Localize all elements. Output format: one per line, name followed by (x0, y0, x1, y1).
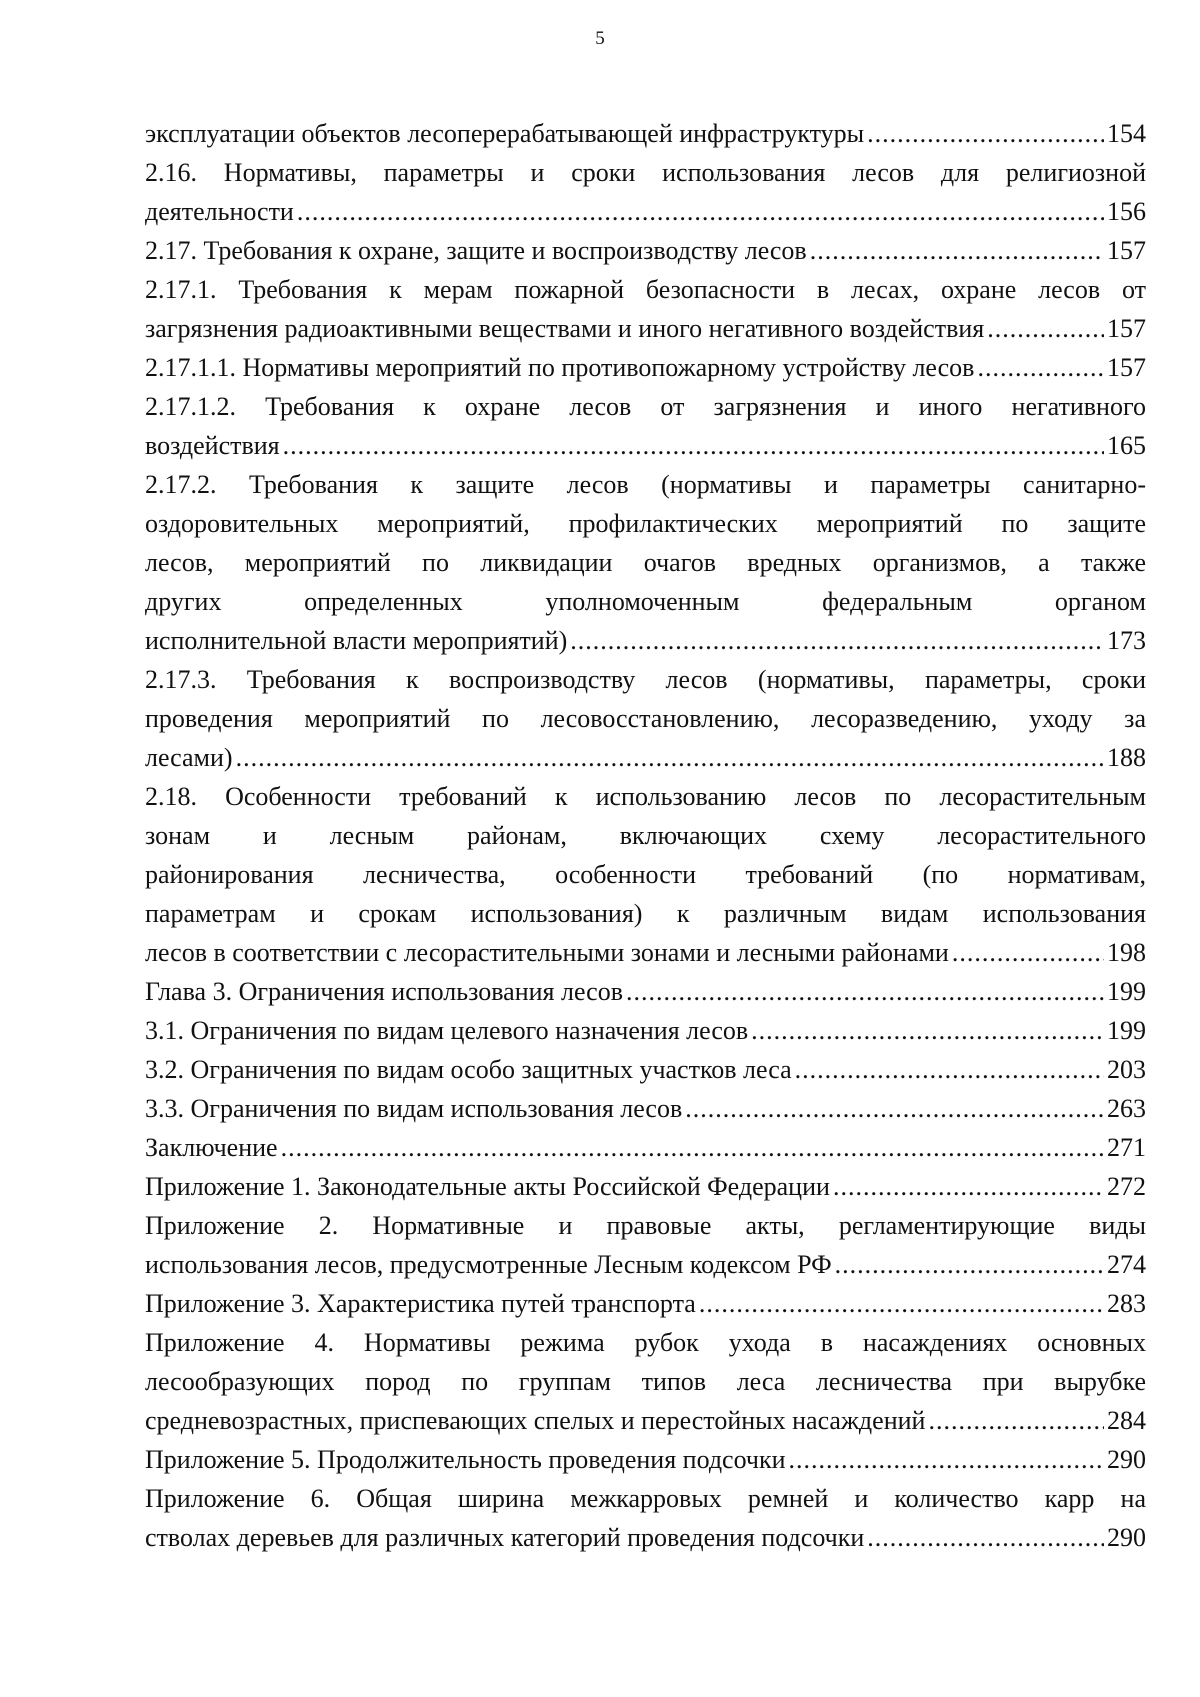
toc-page-number: 199 (1107, 977, 1146, 1006)
toc-entry-title: Приложение 5. Продолжительность проведения подсочки (145, 1445, 786, 1474)
toc-entry-line: Приложение 6. Общая ширина межкарровых ремней и количество карр на (145, 1484, 1146, 1513)
toc-entry-last-line (145, 1440, 1146, 1479)
dot-leader (977, 348, 1104, 387)
toc-page-number: 173 (1107, 626, 1146, 655)
toc-entry[interactable] (145, 348, 1146, 387)
toc-entry[interactable] (145, 465, 1146, 660)
toc-entry-last-line (145, 231, 1146, 270)
toc-entry-last-line (145, 1284, 1146, 1323)
toc-entry-last-line (145, 1050, 1146, 1089)
dot-leader (685, 1089, 1104, 1128)
toc-entry[interactable] (145, 1050, 1146, 1089)
toc-page-number: 284 (1107, 1406, 1146, 1435)
toc-entry-title: 2.17.1.1. Нормативы мероприятий по противопожарному устройству лесов (145, 353, 975, 382)
toc-entry[interactable] (145, 1284, 1146, 1323)
toc-entry[interactable] (145, 270, 1146, 348)
toc-entry[interactable] (145, 1011, 1146, 1050)
toc-entry-title: 3.2. Ограничения по видам особо защитных участков леса (145, 1055, 792, 1084)
toc-entry-line: 2.17.1. Требования к мерам пожарной безопасности в лесах, охране лесов от (145, 275, 1146, 304)
toc-entry[interactable] (145, 660, 1146, 777)
table-of-contents (145, 114, 1146, 1557)
toc-entry-line: лесов, мероприятий по ликвидации очагов вредных организмов, а также (145, 548, 1146, 577)
toc-entry-title: 3.3. Ограничения по видам использования лесов (145, 1094, 683, 1123)
dot-leader (281, 1128, 1104, 1167)
dot-leader (795, 1050, 1104, 1089)
toc-entry-title: использования лесов, предусмотренные Лесным кодексом РФ (145, 1250, 832, 1279)
toc-entry[interactable] (145, 153, 1146, 231)
toc-entry[interactable] (145, 387, 1146, 465)
toc-entry-last-line (145, 972, 1146, 1011)
toc-entry-title: Приложение 3. Характеристика путей транспорта (145, 1289, 696, 1318)
dot-leader (570, 621, 1104, 660)
dot-leader (283, 426, 1104, 465)
toc-entry-last-line (145, 426, 1146, 465)
toc-entry[interactable] (145, 777, 1146, 972)
toc-page-number: 274 (1107, 1250, 1146, 1279)
toc-page-number: 283 (1107, 1289, 1146, 1318)
toc-entry-title: Заключение (145, 1133, 278, 1162)
toc-entry-line: 2.17.2. Требования к защите лесов (нормативы и параметры санитарно- (145, 470, 1146, 499)
toc-entry-title: лесов в соответствии с лесорастительными зонами и лесными районами (145, 938, 949, 967)
dot-leader (987, 309, 1104, 348)
toc-entry[interactable] (145, 1128, 1146, 1167)
dot-leader (867, 114, 1104, 153)
toc-page-number: 165 (1107, 431, 1146, 460)
toc-entry[interactable] (145, 231, 1146, 270)
dot-leader (867, 1518, 1104, 1557)
toc-entry-line: 2.17.3. Требования к воспроизводству лесов (нормативы, параметры, сроки (145, 665, 1146, 694)
toc-entry-last-line (145, 309, 1146, 348)
toc-entry-line: Приложение 2. Нормативные и правовые акты, регламентирующие виды (145, 1211, 1146, 1240)
toc-entry-last-line (145, 1089, 1146, 1128)
toc-entry-title: Приложение 1. Законодательные акты Российской Федерации (145, 1172, 830, 1201)
toc-entry-last-line (145, 114, 1146, 153)
toc-entry-title: воздействия (145, 431, 280, 460)
toc-entry-line: оздоровительных мероприятий, профилактических мероприятий по защите (145, 509, 1146, 538)
toc-page-number: 290 (1107, 1445, 1146, 1474)
toc-page-number: 198 (1107, 938, 1146, 967)
toc-page-number: 272 (1107, 1172, 1146, 1201)
dot-leader (751, 1011, 1104, 1050)
dot-leader (626, 972, 1104, 1011)
toc-page-number: 157 (1107, 353, 1146, 382)
toc-entry-line: районирования лесничества, особенности требований (по нормативам, (145, 860, 1146, 889)
toc-entry[interactable] (145, 1479, 1146, 1557)
toc-entry-line: зонам и лесным районам, включающих схему лесорастительного (145, 821, 1146, 850)
toc-entry-title: деятельности (145, 197, 294, 226)
toc-page-number: 199 (1107, 1016, 1146, 1045)
toc-entry[interactable] (145, 1206, 1146, 1284)
toc-page-number: 203 (1107, 1055, 1146, 1084)
toc-page-number: 157 (1107, 236, 1146, 265)
toc-entry[interactable] (145, 1089, 1146, 1128)
toc-entry[interactable] (145, 114, 1146, 153)
dot-leader (835, 1245, 1104, 1284)
page-number: 5 (595, 28, 605, 49)
dot-leader (789, 1440, 1104, 1479)
toc-entry-last-line (145, 348, 1146, 387)
toc-entry-last-line (145, 1518, 1146, 1557)
toc-page-number: 154 (1107, 119, 1146, 148)
toc-entry-last-line (145, 1401, 1146, 1440)
toc-entry-last-line (145, 621, 1146, 660)
toc-entry-title: 2.17. Требования к охране, защите и воспроизводству лесов (145, 236, 807, 265)
toc-entry-line: 2.18. Особенности требований к использованию лесов по лесорастительным (145, 782, 1146, 811)
toc-entry-title: лесами) (145, 743, 233, 772)
toc-entry-title: стволах деревьев для различных категорий проведения подсочки (145, 1523, 865, 1552)
toc-page-number: 188 (1107, 743, 1146, 772)
dot-leader (833, 1167, 1104, 1206)
toc-entry[interactable] (145, 1167, 1146, 1206)
toc-entry-line: параметрам и срокам использования) к различным видам использования (145, 899, 1146, 928)
toc-page-number: 290 (1107, 1523, 1146, 1552)
dot-leader (928, 1401, 1104, 1440)
toc-entry-title: эксплуатации объектов лесоперерабатывающей инфраструктуры (145, 119, 865, 148)
dot-leader (297, 192, 1104, 231)
toc-page-number: 157 (1107, 314, 1146, 343)
toc-entry-title: исполнительной власти мероприятий) (145, 626, 568, 655)
dot-leader (699, 1284, 1104, 1323)
toc-entry[interactable] (145, 972, 1146, 1011)
toc-entry-last-line (145, 192, 1146, 231)
toc-entry-title: Глава 3. Ограничения использования лесов (145, 977, 623, 1006)
toc-entry-last-line (145, 1011, 1146, 1050)
dot-leader (952, 933, 1104, 972)
toc-entry-line: проведения мероприятий по лесовосстановлению, лесоразведению, уходу за (145, 704, 1146, 733)
dot-leader (236, 738, 1104, 777)
toc-entry-last-line (145, 1128, 1146, 1167)
toc-page-number: 271 (1107, 1133, 1146, 1162)
toc-entry-title: средневозрастных, приспевающих спелых и перестойных насаждений (145, 1406, 926, 1435)
toc-entry-line: лесообразующих пород по группам типов леса лесничества при вырубке (145, 1367, 1146, 1396)
toc-entry-line: 2.16. Нормативы, параметры и сроки использования лесов для религиозной (145, 158, 1146, 187)
toc-entry-title: 3.1. Ограничения по видам целевого назначения лесов (145, 1016, 749, 1045)
toc-page-number: 263 (1107, 1094, 1146, 1123)
dot-leader (810, 231, 1104, 270)
toc-entry-line: 2.17.1.2. Требования к охране лесов от загрязнения и иного негативного (145, 392, 1146, 421)
toc-entry-line: других определенных уполномоченным федеральным органом (145, 587, 1146, 616)
toc-entry-last-line (145, 1245, 1146, 1284)
toc-entry[interactable] (145, 1440, 1146, 1479)
toc-entry-last-line (145, 1167, 1146, 1206)
toc-entry[interactable] (145, 1323, 1146, 1440)
toc-entry-last-line (145, 738, 1146, 777)
toc-entry-last-line (145, 933, 1146, 972)
toc-page-number: 156 (1107, 197, 1146, 226)
toc-entry-title: загрязнения радиоактивными веществами и иного негативного воздействия (145, 314, 985, 343)
toc-entry-line: Приложение 4. Нормативы режима рубок ухода в насаждениях основных (145, 1328, 1146, 1357)
